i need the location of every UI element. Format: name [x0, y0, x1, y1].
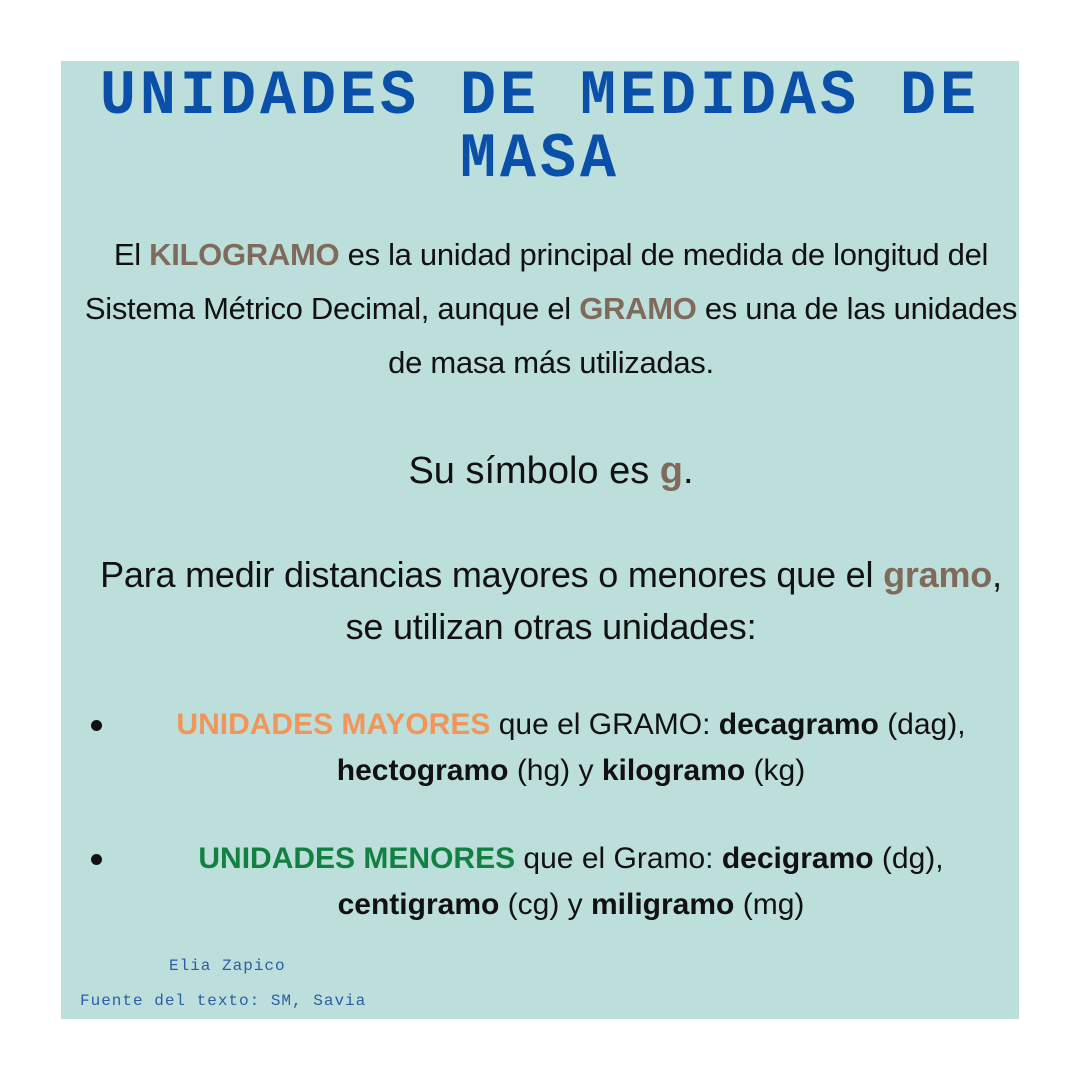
- intro-paragraph: [81, 228, 1021, 390]
- page-title: [61, 61, 1019, 197]
- list-item-larger-units: [91, 702, 1011, 794]
- connector-text: que el GRAMO:: [490, 708, 719, 741]
- bullet-icon: [91, 720, 102, 731]
- title-line-2: MASA: [459, 124, 621, 197]
- connector-text: que el Gramo:: [515, 842, 722, 875]
- gramo-highlight: gramo: [883, 554, 993, 595]
- title-line-1: UNIDADES DE MEDIDAS DE: [99, 61, 981, 134]
- unit-name: hectogramo: [336, 754, 509, 787]
- symbol-line: [81, 446, 1021, 496]
- intro-text: El: [113, 237, 150, 272]
- intro-text: es la unidad principal de medida de longitud del Sistema Métrico Decimal, aunque el: [84, 237, 989, 326]
- source-credit: Fuente del texto: SM, Savia: [80, 992, 367, 1010]
- para-text: Para medir distancias mayores o menores que el: [100, 554, 884, 595]
- unit-abbr: (dg),: [873, 842, 944, 875]
- info-card: [61, 61, 1019, 1019]
- unit-name: kilogramo: [601, 754, 746, 787]
- gramo-highlight: GRAMO: [579, 291, 697, 326]
- unit-name: decagramo: [718, 708, 879, 741]
- units-intro-paragraph: [81, 549, 1021, 653]
- unit-abbr: (cg): [499, 888, 560, 921]
- unit-abbr: (dag),: [878, 708, 966, 741]
- bullet-icon: [91, 854, 102, 865]
- symbol-text: Su símbolo es: [408, 450, 660, 492]
- unit-abbr: (hg): [508, 754, 571, 787]
- smaller-units-label: UNIDADES MENORES: [198, 842, 516, 875]
- unit-name: centigramo: [337, 888, 500, 921]
- symbol-highlight: g: [659, 450, 683, 492]
- intro-text: es una de las unidades de masa más utilizadas.: [388, 291, 1018, 380]
- list-item-smaller-units: [91, 836, 1011, 928]
- unit-abbr: (mg): [734, 888, 805, 921]
- symbol-text: .: [683, 450, 694, 492]
- unit-name: decigramo: [721, 842, 874, 875]
- author-credit: Elia Zapico: [169, 957, 286, 975]
- separator: y: [570, 754, 602, 787]
- unit-abbr: (kg): [745, 754, 806, 787]
- larger-units-label: UNIDADES MAYORES: [176, 708, 491, 741]
- para-text: , se utilizan otras unidades:: [345, 554, 1002, 647]
- kilogramo-highlight: KILOGRAMO: [149, 237, 340, 272]
- separator: y: [559, 888, 591, 921]
- unit-name: miligramo: [591, 888, 735, 921]
